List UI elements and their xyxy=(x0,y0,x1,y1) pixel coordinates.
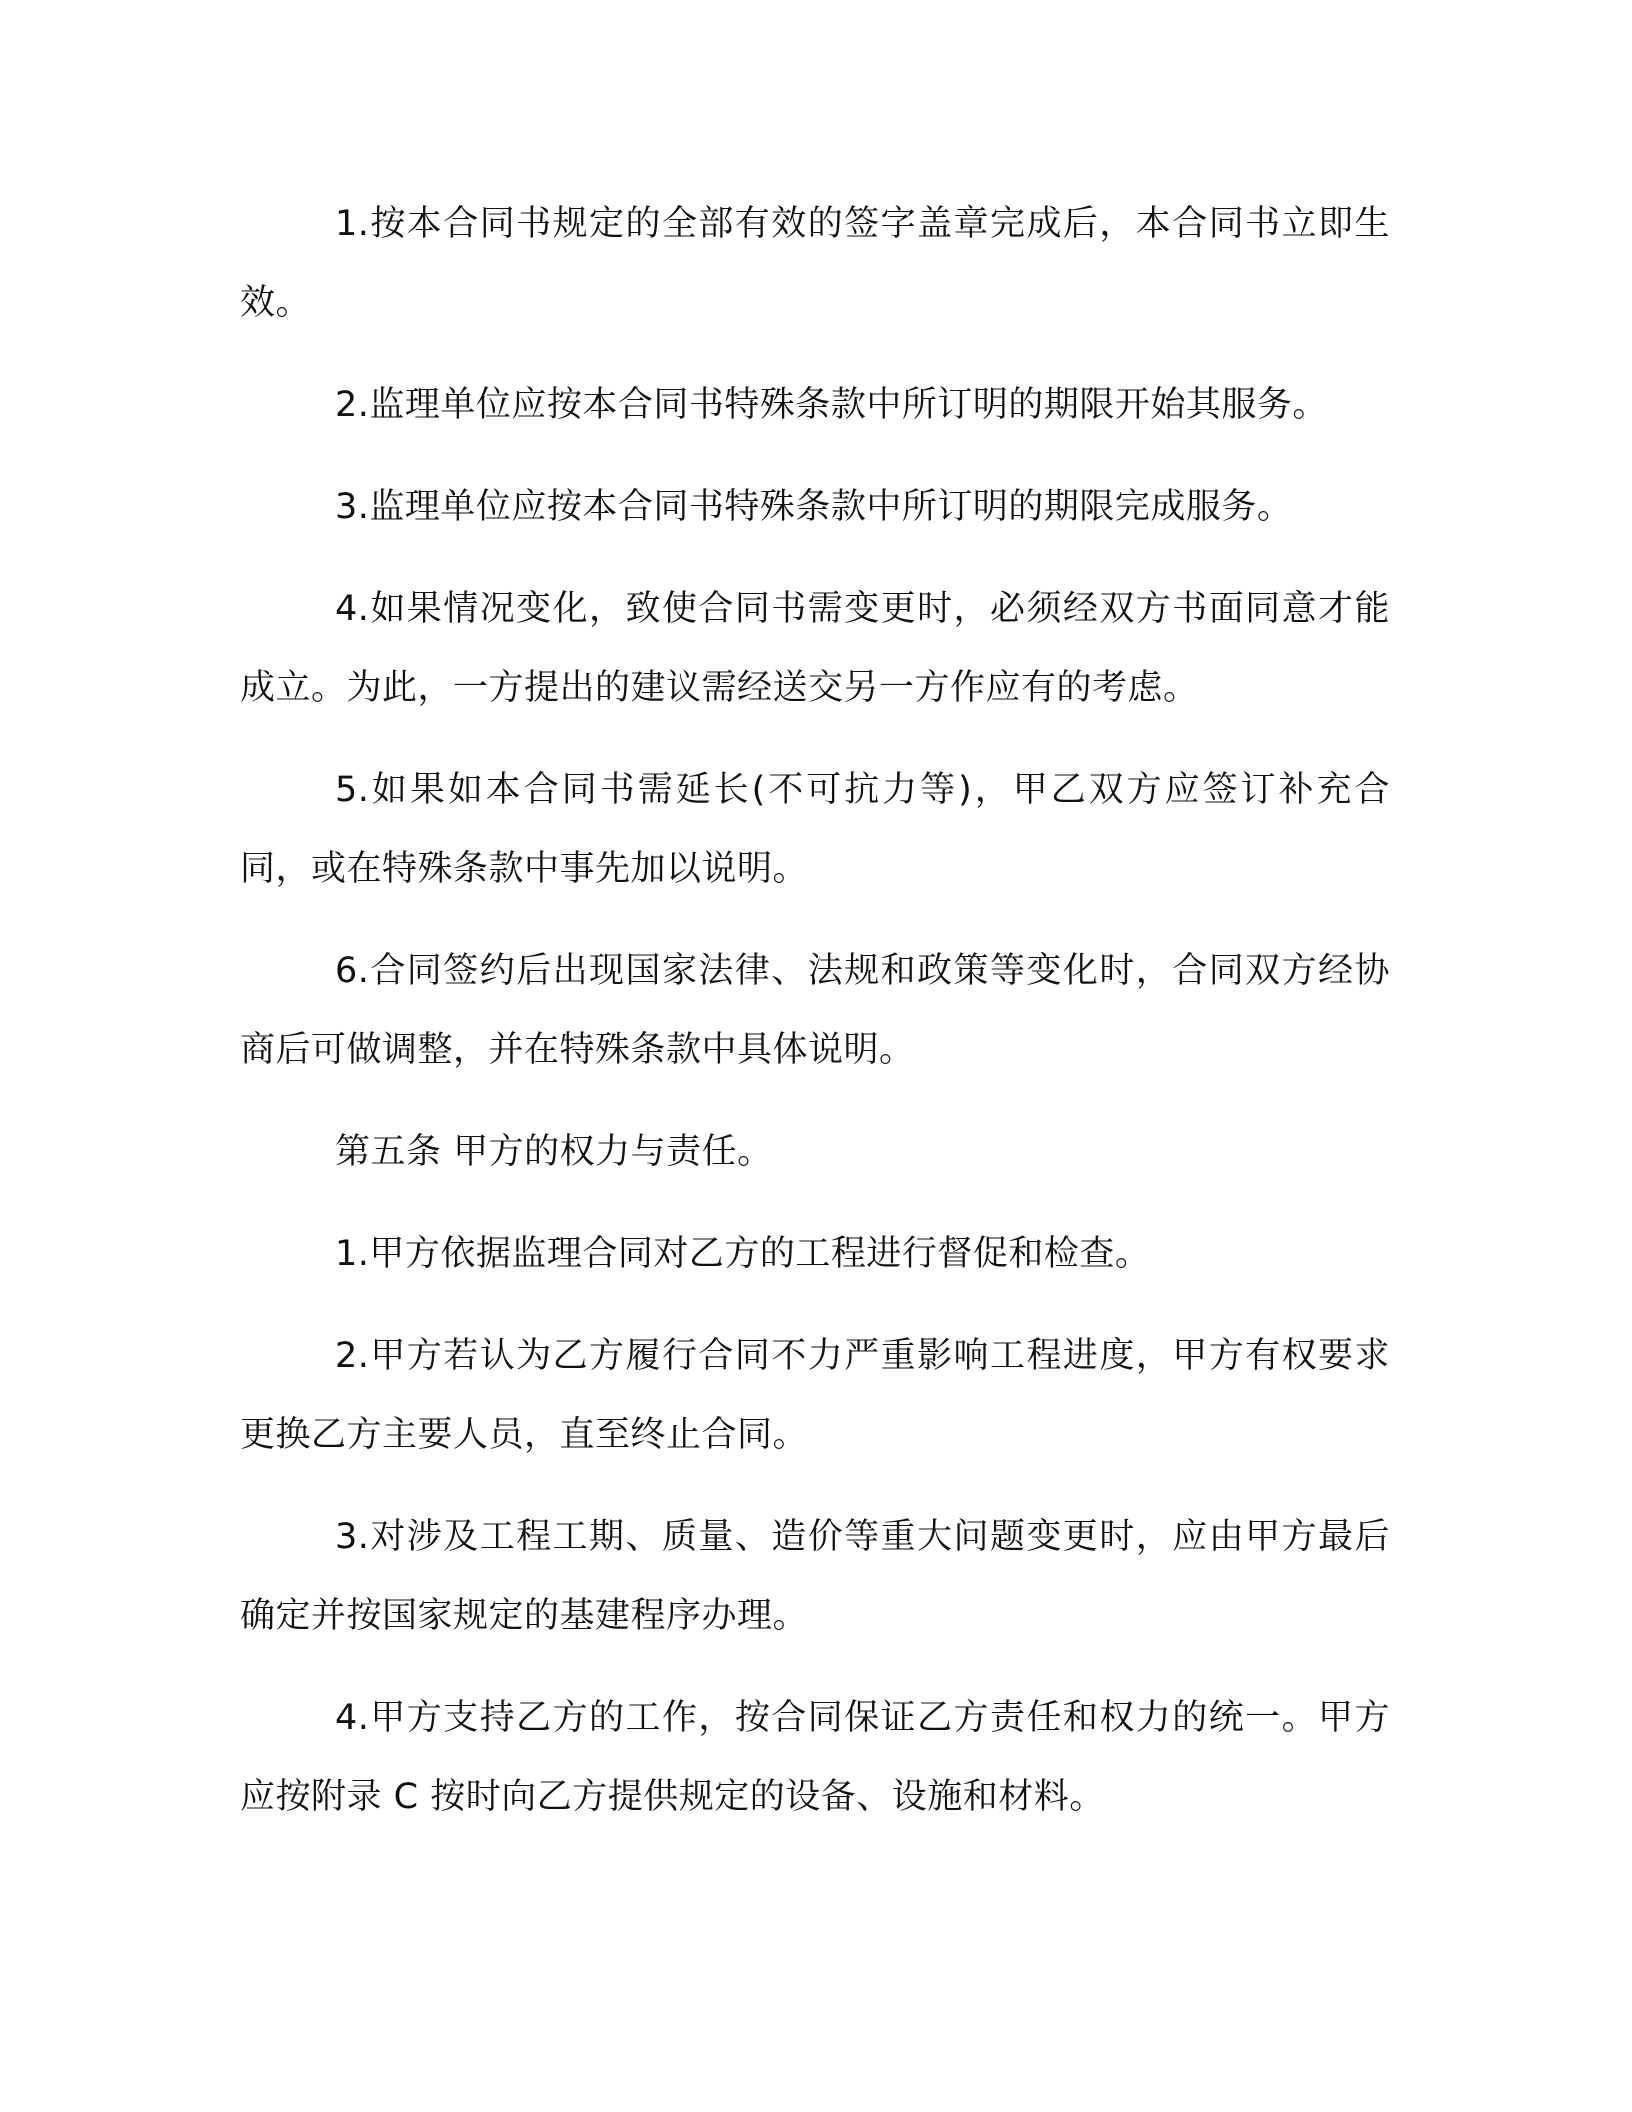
clause-paragraph: 4.如果情况变化，致使合同书需变更时，必须经双方书面同意才能成立。为此，一方提出的建议需经送交另一方作应有的考虑。 xyxy=(240,589,1390,708)
clause-paragraph: 4.甲方支持乙方的工作，按合同保证乙方责任和权力的统一。甲方应按附录 C 按时向乙方提供规定的设备、设施和材料。 xyxy=(240,1698,1390,1817)
article-heading: 第五条 甲方的权力与责任。 xyxy=(335,1132,773,1172)
clause-paragraph: 1.按本合同书规定的全部有效的签字盖章完成后，本合同书立即生效。 xyxy=(240,204,1390,323)
clause-paragraph: 5.如果如本合同书需延长(不可抗力等)，甲乙双方应签订补充合同，或在特殊条款中事先加以说明。 xyxy=(240,770,1390,889)
clause-paragraph: 2.监理单位应按本合同书特殊条款中所订明的期限开始其服务。 xyxy=(335,385,1328,425)
document-body xyxy=(240,185,1390,1860)
clause-paragraph: 1.甲方依据监理合同对乙方的工程进行督促和检查。 xyxy=(335,1234,1151,1274)
clause-paragraph: 3.监理单位应按本合同书特殊条款中所订明的期限完成服务。 xyxy=(335,487,1293,527)
clause-paragraph: 2.甲方若认为乙方履行合同不力严重影响工程进度，甲方有权要求更换乙方主要人员，直至终止合同。 xyxy=(240,1336,1390,1455)
clause-paragraph: 6.合同签约后出现国家法律、法规和政策等变化时，合同双方经协商后可做调整，并在特殊条款中具体说明。 xyxy=(240,951,1390,1070)
clause-paragraph: 3.对涉及工程工期、质量、造价等重大问题变更时，应由甲方最后确定并按国家规定的基建程序办理。 xyxy=(240,1517,1390,1636)
